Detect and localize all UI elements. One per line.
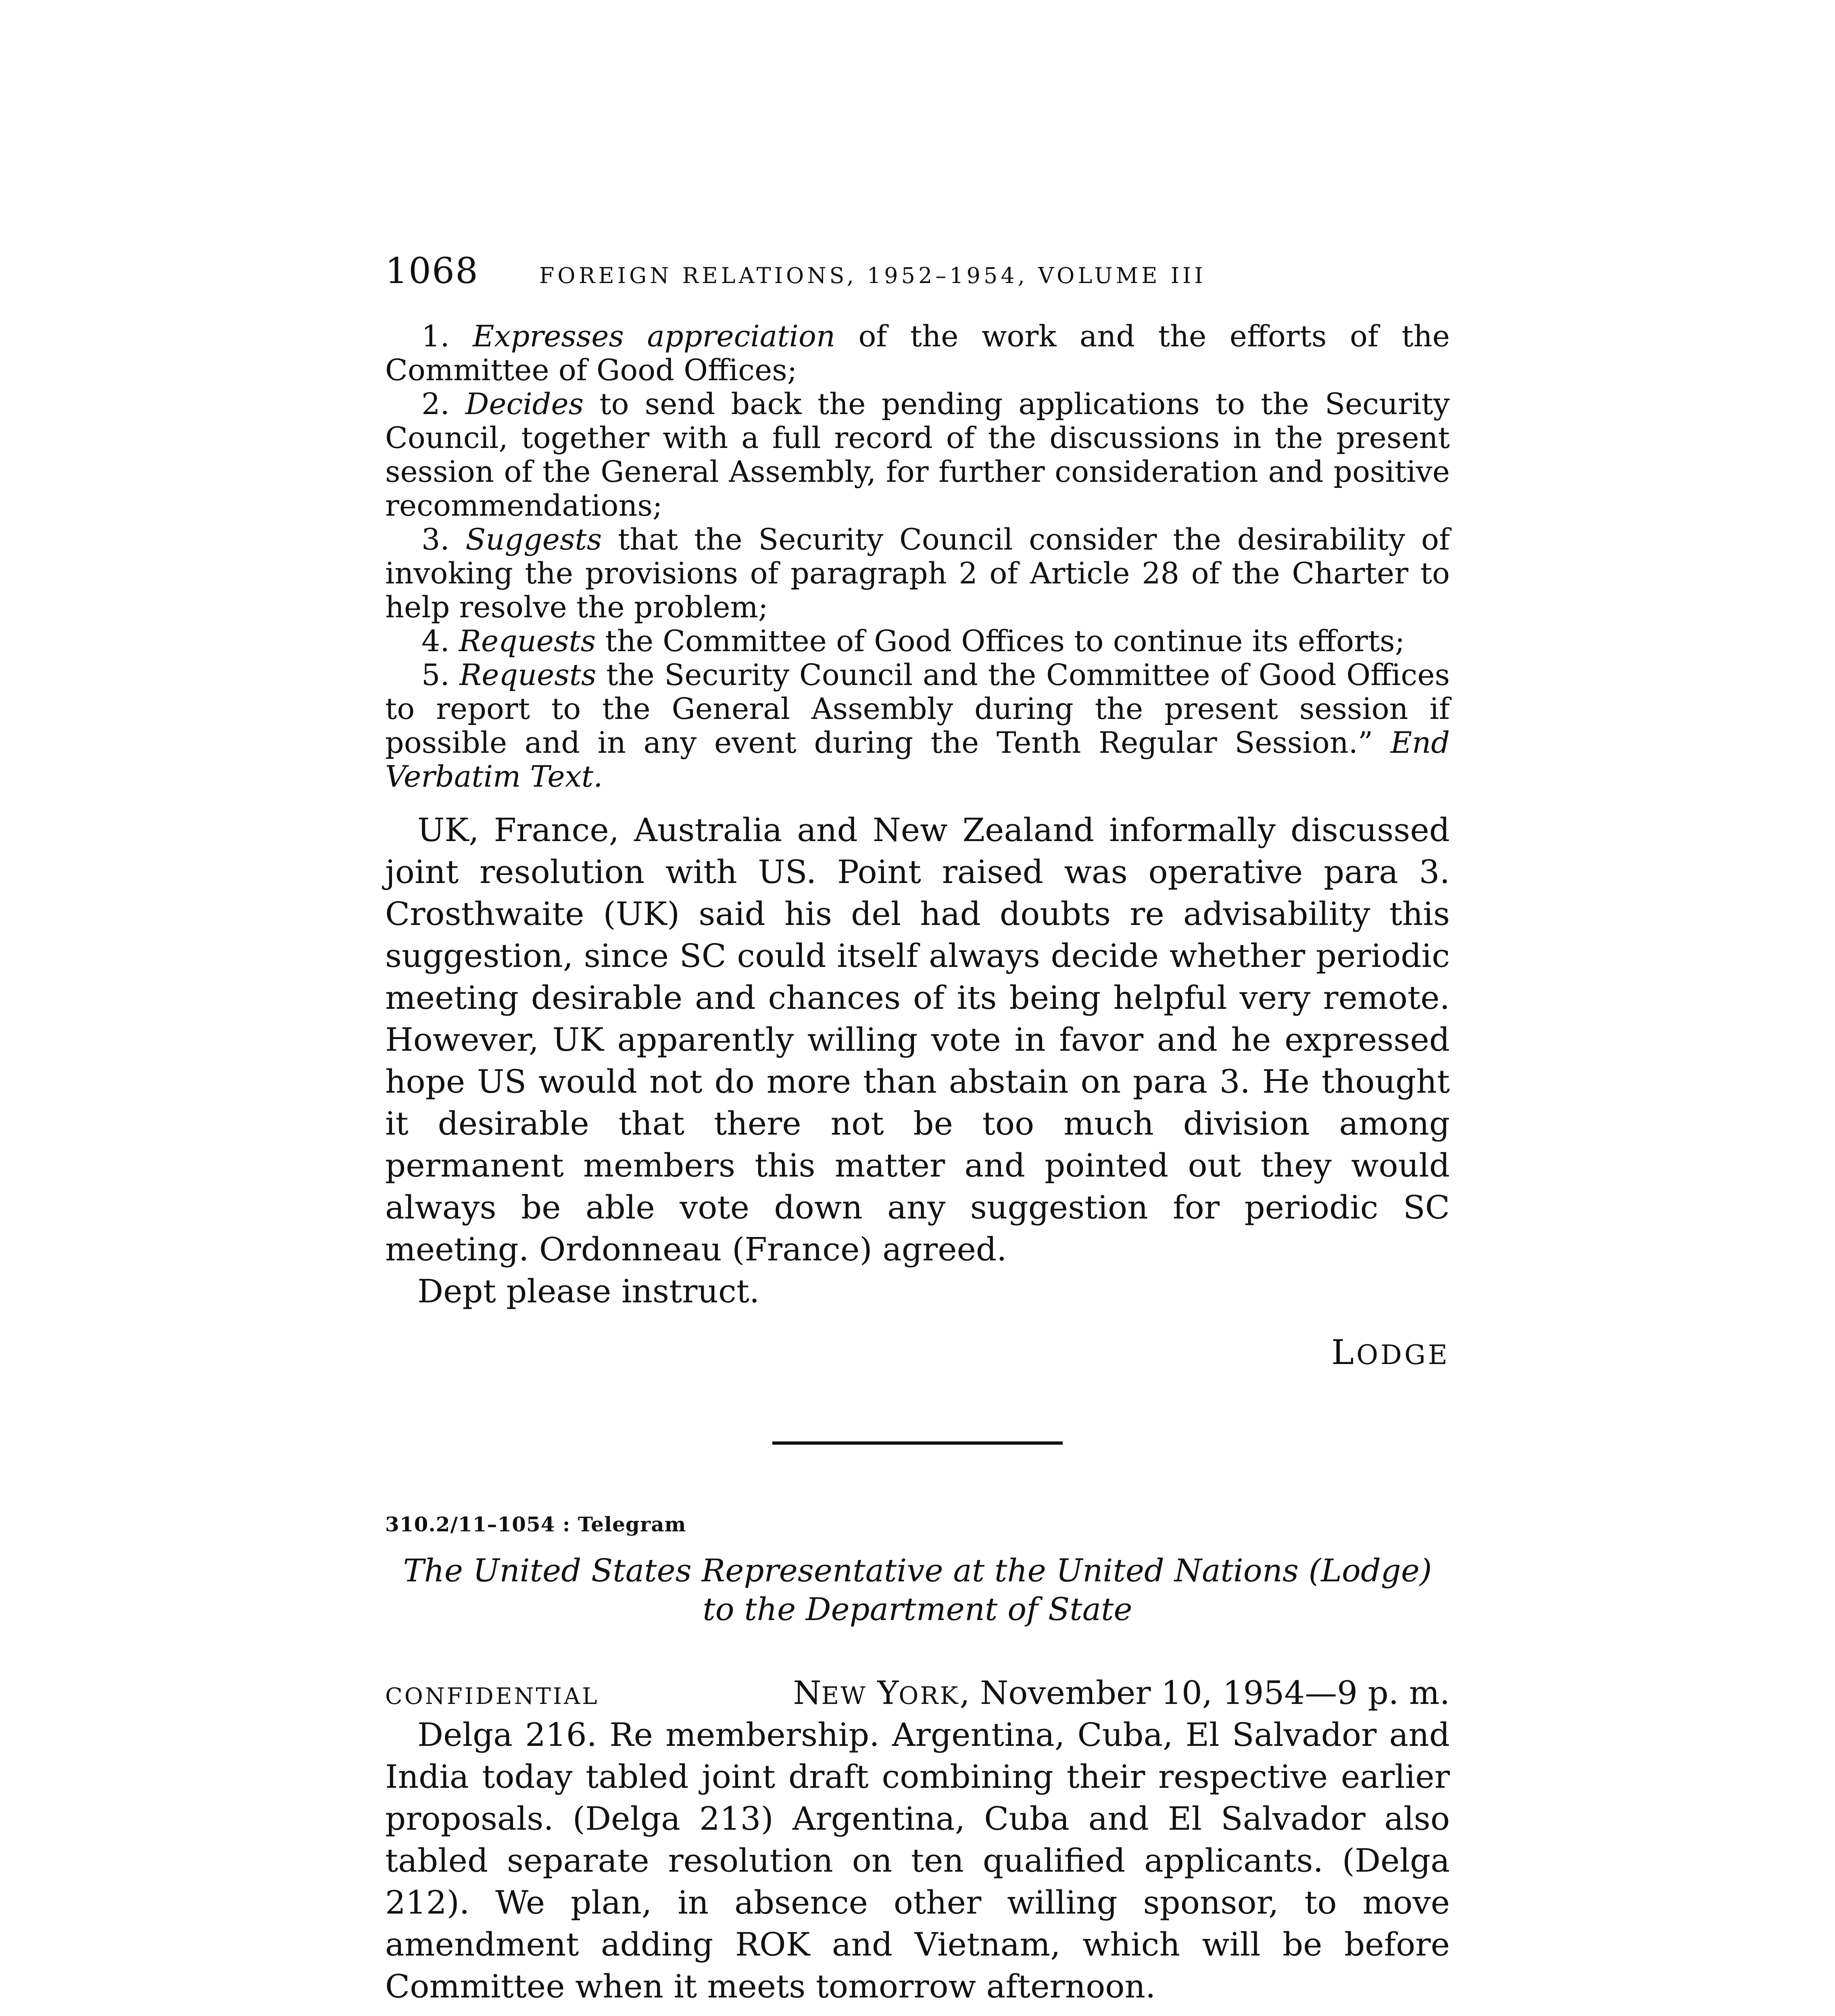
second-message-body xyxy=(385,1714,1450,2016)
place-space xyxy=(867,1674,877,1712)
item-number: 2. xyxy=(421,387,450,421)
item-verb: Expresses appreciation xyxy=(473,319,835,354)
item-number: 4. xyxy=(421,624,450,658)
body-paragraph: Delga 216. Re membership. Argentina, Cuba, El Salvador and India today tabled joint draft combining their respective earlier proposals. (Delga 213) Argentina, Cuba and El Salvador also tabled separate resolution on ten qualified applicants. (Delga 212). We plan, in absence other willing sponsor, to move amendment adding ROK and Vietnam, which will be before Committee when it meets tomorrow afternoon. xyxy=(385,1716,1450,2005)
item-number: 5. xyxy=(421,658,450,692)
body-paragraph: UK, France, Australia and New Zealand informally discussed joint resolution with US. Point raised was operative para 3. Crosthwaite (UK) said his del had doubts re advisability this suggestion, since SC could itself always decide whether periodic meeting desirable and chances of its being helpful very remote. However, UK apparently willing vote in favor and he expressed hope US would not do more than abstain on para 3. He thought it desirable that there not be too much division among permanent members this matter and pointed out they would always be able vote down any suggestion for periodic SC meeting. Ordonneau (France) agreed. xyxy=(385,811,1450,1268)
body-paragraph: Dept please instruct. xyxy=(417,1272,760,1310)
item-text: the Security Council and the Committee of Good Offices to report to the General Assembly during the present session if possible and in any event during the Tenth Regular Session.” xyxy=(385,658,1450,760)
item-verb: Requests xyxy=(459,658,596,692)
signature-rest: ODGE xyxy=(1356,1339,1450,1370)
item-verb: Requests xyxy=(459,624,596,658)
place-smallcaps: ORK xyxy=(899,1682,960,1710)
document-title-line: to the Department of State xyxy=(703,1591,1132,1628)
first-message-body xyxy=(385,809,1450,1312)
document-title xyxy=(385,1552,1450,1629)
dateline xyxy=(385,1674,1450,1712)
item-number: 3. xyxy=(421,523,450,557)
item-text: to send back the pending applications to the Security Council, together with a full record of the discussions in the present session of the General Assembly, for further consideration and positive recommendations; xyxy=(385,387,1450,523)
signature-initial: L xyxy=(1331,1333,1357,1372)
page-number: 1068 xyxy=(385,250,479,292)
resolution-item xyxy=(385,320,1450,387)
place-and-date xyxy=(793,1674,1450,1712)
place-smallcaps: EW xyxy=(821,1682,867,1710)
date-time: , November 10, 1954—9 p. m. xyxy=(959,1674,1450,1712)
document-title-line: The United States Representative at the United Nations (Lodge) xyxy=(403,1553,1432,1589)
classification-label: CONFIDENTIAL xyxy=(385,1683,599,1710)
resolution-item xyxy=(385,523,1450,625)
running-head xyxy=(385,250,1450,292)
signature xyxy=(385,1333,1450,1372)
place-initial: N xyxy=(793,1674,822,1712)
page-content xyxy=(385,250,1450,2016)
section-divider xyxy=(772,1441,1063,1445)
resolution-operative-paragraphs xyxy=(385,320,1450,794)
item-text: the Committee of Good Offices to continue its efforts; xyxy=(596,624,1405,658)
item-verb: Suggests xyxy=(465,523,602,557)
resolution-item xyxy=(385,387,1450,523)
resolution-item xyxy=(385,625,1450,658)
place-initial: Y xyxy=(877,1674,899,1712)
file-reference: 310.2/11–1054 : Telegram xyxy=(385,1512,686,1536)
resolution-item xyxy=(385,658,1450,794)
item-verb: Decides xyxy=(465,387,584,421)
running-title: FOREIGN RELATIONS, 1952–1954, VOLUME III xyxy=(539,263,1206,288)
end-verbatim-text: End Verbatim Text. xyxy=(385,726,1450,794)
item-text: of the work and the efforts of the Committee of Good Offices; xyxy=(385,319,1450,387)
item-number: 1. xyxy=(421,319,450,354)
item-text: that the Security Council consider the desirability of invoking the provisions of paragraph 2 of Article 28 of the Charter to help resolve the problem; xyxy=(385,523,1450,625)
